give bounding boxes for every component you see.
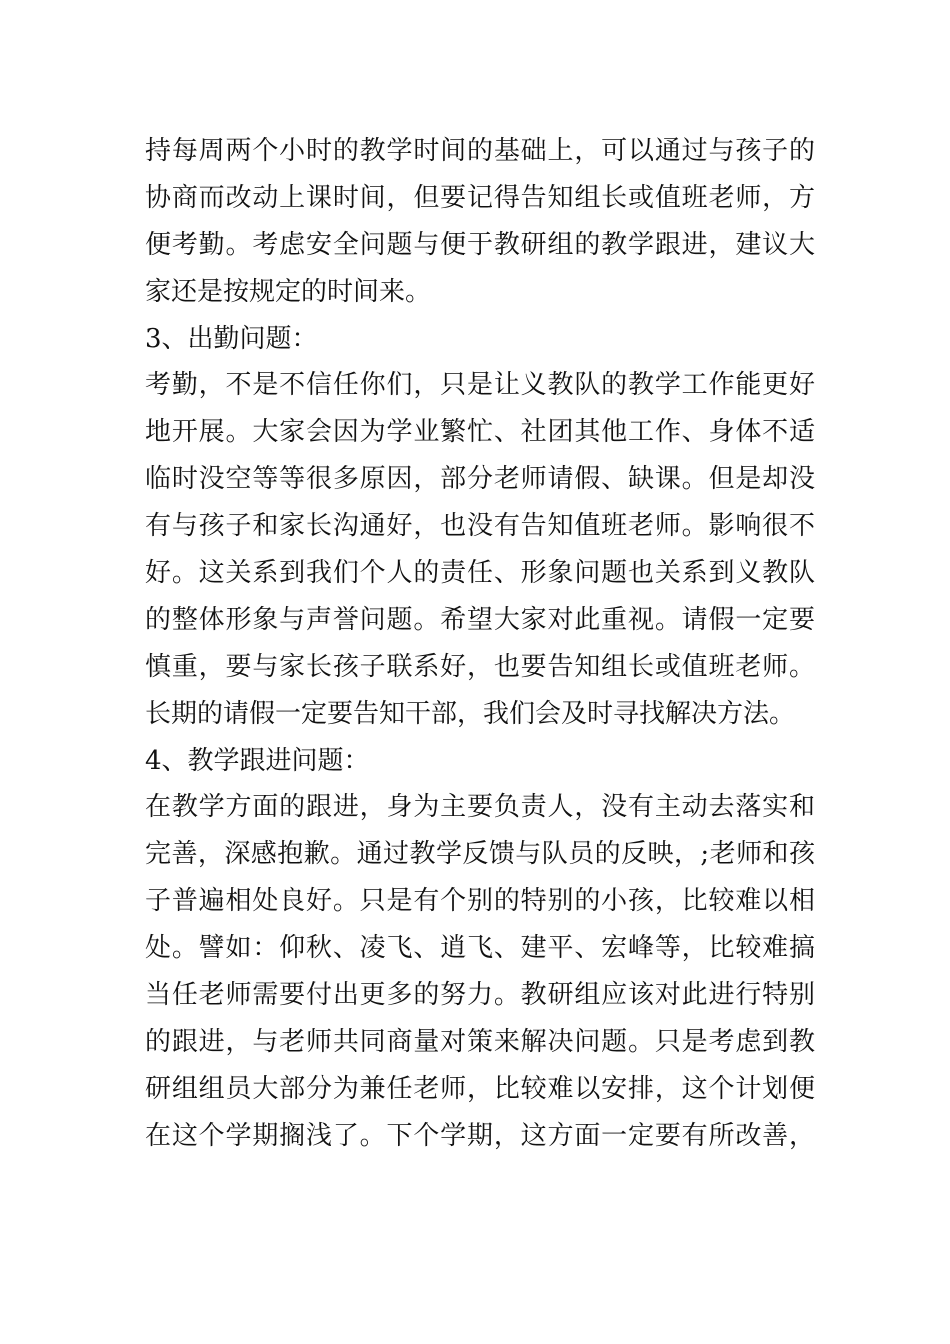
text-line: 研组组员大部分为兼任老师，比较难以安排，这个计划便 (145, 1073, 815, 1104)
text-line: 有与孩子和家长沟通好，也没有告知值班老师。影响很不 (145, 511, 815, 542)
section-heading: 3、出勤问题： (145, 323, 318, 354)
text-line: 协商而改动上课时间，但要记得告知组长或值班老师，方 (145, 182, 815, 213)
text-line: 处。譬如：仰秋、凌飞、逍飞、建平、宏峰等，比较难搞 (145, 933, 815, 964)
text-line: 好。这关系到我们个人的责任、形象问题也关系到义教队 (145, 558, 815, 589)
text-line: 的跟进，与老师共同商量对策来解决问题。只是考虑到教 (145, 1026, 815, 1057)
text-line: 完善，深感抱歉。通过教学反馈与队员的反映，;老师和孩 (145, 839, 815, 870)
text-line: 子普遍相处良好。只是有个别的特别的小孩，比较难以相 (145, 886, 815, 917)
text-line: 长期的请假一定要告知干部，我们会及时寻找解决方法。 (145, 698, 796, 729)
section-heading: 4、教学跟进问题： (145, 745, 370, 776)
text-line: 的整体形象与声誉问题。希望大家对此重视。请假一定要 (145, 604, 815, 635)
text-line: 在教学方面的跟进，身为主要负责人，没有主动去落实和 (145, 792, 815, 823)
text-line: 便考勤。考虑安全问题与便于教研组的教学跟进，建议大 (145, 229, 815, 260)
text-line: 考勤，不是不信任你们，只是让义教队的教学工作能更好 (145, 370, 815, 401)
text-line: 在这个学期搁浅了。下个学期，这方面一定要有所改善， (145, 1120, 815, 1151)
body-text (145, 128, 815, 1160)
text-line: 持每周两个小时的教学时间的基础上，可以通过与孩子的 (145, 136, 815, 166)
text-line: 家还是按规定的时间来。 (145, 276, 432, 307)
text-line: 慎重，要与家长孩子联系好，也要告知组长或值班老师。 (145, 651, 815, 682)
text-line: 临时没空等等很多原因，部分老师请假、缺课。但是却没 (145, 464, 815, 495)
text-line: 地开展。大家会因为学业繁忙、社团其他工作、身体不适 (145, 417, 815, 448)
text-line: 当任老师需要付出更多的努力。教研组应该对此进行特别 (145, 980, 815, 1011)
